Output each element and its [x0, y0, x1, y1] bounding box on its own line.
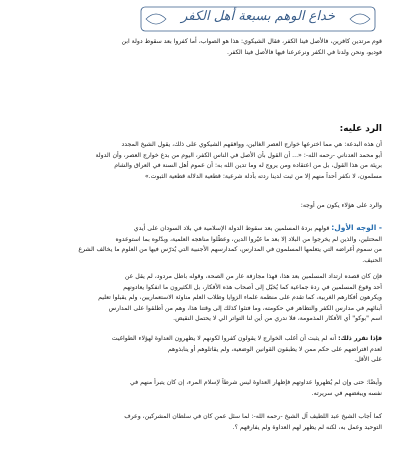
conclusion-text: أنه لم يثبت أن أغلب الخوارج لا يقولون كفروا لكونهم لا يظهرون العداوة لهؤلاء الطواغيت [111, 335, 337, 342]
paragraph-line: التوحيد وعمل به، لكنه لم يظهر لهم العداوة ولم يفارقهم ؟. [232, 423, 382, 431]
paragraph-line: الحنيف. [362, 256, 382, 264]
paragraph-line: على الأقل. [354, 356, 382, 364]
paragraph-line: فإن كان قصده ارتداد المسلمين بعد هذا، فهذا مجازفة عار من الصحة، وقوله باطل مردود، لم يقل عن [124, 273, 382, 280]
intro-line: فوديو، ونحن ولدنا في الكفر ونرعرعنا فيها فالأصل فينا الكفر. [226, 49, 382, 56]
paragraph-line: أبنائهم في مدارس الكفر والتظاهر في حكومته، وما فتئوا كذلك إلى وقتنا هذا، وهم من أطلقوا على المدارس [108, 304, 382, 312]
paragraph-line: أحد وقوع المسلمين في ردة جماعية كما يُخيّل إلى أصحاب هذه الأفكار، بل الكثيرون ما انفكوا يعادونهم [123, 283, 382, 291]
paragraph-quote [18, 140, 382, 182]
intro-line: قوم مرتدين كافرين، فالأصل فينا الكفر، فقال الشيكوي: هذا هو الصواب، أما كفروا بعد سقوط دولة ابن [121, 38, 382, 45]
paragraph-line: كما أجاب الشيخ عبد اللطيف آل الشيخ -رحمه الله-: لما سئل عمن كان في سلطان المشركين، وعرف [124, 413, 382, 420]
page-header [140, 6, 376, 32]
section-heading: الرد عليه: [339, 124, 382, 134]
paragraph-first-aspect [18, 223, 382, 266]
conclusion-label: فإذا تقرر ذلك: [338, 335, 382, 342]
paragraph-line: المحتلين، والذين لم يخرجوا من البلاد إلا بعد ما غيّروا الدين، وعطّلوا مناهجه العلمية، وبدّلوه بما استوعدوه [115, 235, 382, 243]
paragraph-line: ويكرهون أفكارهم الغربية، كما تقدم على منظمة علماء الزوايا وطلاب العلم مناوئة الاستعماريين، ولم يقبلوا تعليم [98, 294, 382, 302]
intro-paragraph [18, 36, 382, 58]
aspect-text: قولهم بردة المسلمين بعد سقوط الدولة الإسلامية في بلاد السودان على أيدي [133, 225, 330, 232]
paragraph-line: والرد على هؤلاء يكون من أوجه: [300, 202, 382, 209]
paragraph-line: أن هذه البدعة: هي مما اخترعها خوارج العصر الغالين، ووافقهم الشيكوي على ذلك، يقول الشيخ المجدد [121, 141, 382, 148]
page-header-title: خداع الوهم بسبعة أهل الكفر [181, 9, 335, 24]
paragraph-line: لعدم افتراضهم على حكم ممن لا يطبقون القوانين الوضعية، ولم يقاتلوهم أو ينابذوهم [167, 345, 382, 353]
paragraph-answer [18, 412, 382, 433]
paragraph-line [18, 223, 382, 235]
paragraph-conclusion [18, 334, 382, 366]
paragraph-line: أبو محمد العدناني -رحمه الله-: «... أن القول بأن الأصل في الناس الكفر، اليوم من بدع خوارج العصر، وأن الدولة [95, 151, 382, 159]
paragraph-line: اسم "بوكو" أي الأفكار المذمومة، فلا ندري من أين لنا التواتر الي لا يحتمل النقيض. [173, 315, 382, 323]
paragraph-line: وأيضًا: حتى وإن لم يُظهروا عداوتهم فإظهار العداوة ليس شرطاً لإسلام المرء، إن كان يتبرأ منهم في [129, 379, 382, 386]
paragraph-line: نفسه ويبغضهم في سريرته. [311, 389, 382, 397]
paragraph-line: من سموم أغراضه التي يتعلمها المسلمون في المدارس، كمدارسهم الأجنبية التي يُدرّس فيها من العلوم ما يخالف الشرع [78, 246, 382, 254]
paragraph-also [18, 378, 382, 399]
paragraph-intro-points [18, 201, 382, 212]
paragraph-line [18, 334, 382, 345]
paragraph-line: مسلمون، لا نكفر أحداً منهم إلا من ثبت لدينا ردته بأدلة شرعية: قطعية الدلالة قطعية الثبوت.» [144, 172, 382, 180]
aspect-label: - الوجه الأول: [331, 223, 382, 232]
paragraph-line: بريئة من هذا القول، بل من اعتقاده ومن يروج له وما تدين الله به: أن عموم أهل السنة في العراق والشام [114, 162, 382, 170]
paragraph-refutation [18, 272, 382, 325]
